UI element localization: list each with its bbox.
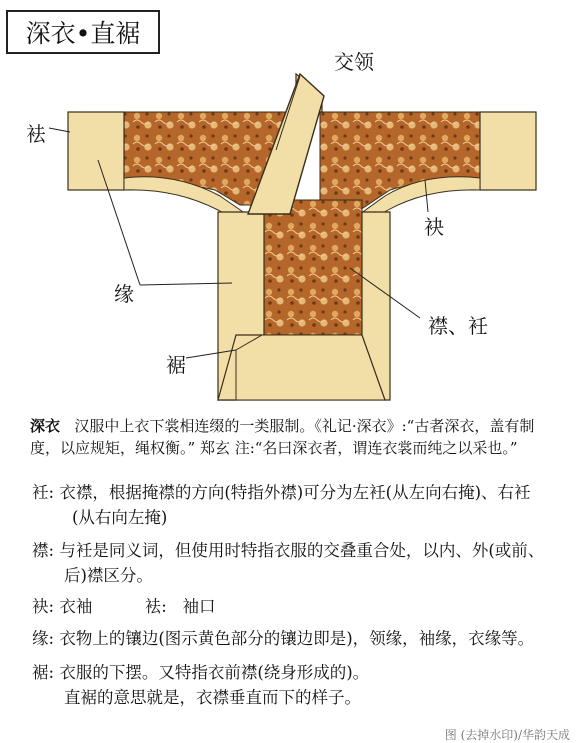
image-caption: 图 (去掉水印)/华韵天成 [444, 728, 570, 742]
label-jiaoling: 交领 [334, 50, 374, 74]
definition-text: 汉服中上衣下裳相连缀的一类服制。《礼记·深衣》:“古者深衣，盖有制度，以应规矩，绳权衡。” 郑玄 注:“名曰深衣者，谓连衣裳而纯之以采也。” [30, 417, 535, 457]
entry-line: 后)襟区分。 [64, 566, 153, 585]
definition-block [30, 415, 560, 459]
entry-line: 衣襟，根据掩襟的方向(特指外襟)可分为左衽(从左向右掩)、右衽 [59, 483, 531, 502]
label-qu: 袪 [26, 122, 46, 146]
entry-term: 裾: [32, 663, 55, 682]
entry-term: 襟: [32, 541, 55, 560]
entry-line: 衣袖 袪: 袖口 [59, 597, 216, 616]
definition-term: 深衣 [30, 417, 61, 435]
entry-jin [32, 538, 562, 588]
label-ju: 裾 [166, 353, 186, 377]
entry-line: (从右向左掩) [72, 508, 168, 527]
diagram-title: 深衣•直裾 [6, 10, 160, 54]
hem-inner [236, 335, 385, 400]
entry-term: 缘: [32, 629, 55, 648]
right-cuff [480, 112, 536, 190]
body-fabric [262, 200, 362, 335]
entry-line: 与衽是同义词，但使用时特指衣服的交叠重合处，以内、外(或前、 [59, 541, 545, 560]
left-cuff [68, 112, 124, 190]
entry-ren [32, 480, 562, 530]
entry-line: 直裾的意思就是，衣襟垂直而下的样子。 [64, 688, 361, 707]
entry-line: 衣物上的镶边(图示黄色部分的镶边即是)，领缘，袖缘，衣缘等。 [59, 629, 535, 648]
label-mei: 袂 [424, 215, 444, 239]
label-yuan: 缘 [114, 282, 134, 306]
entry-term: 袂: [32, 597, 55, 616]
entry-ju [32, 660, 562, 710]
label-jin-ren: 襟、衽 [428, 314, 488, 338]
entry-mei [32, 594, 562, 619]
entry-yuan [32, 626, 562, 651]
entry-term: 衽: [32, 483, 55, 502]
entry-line: 衣服的下摆。又特指衣前襟(绕身形成的)。 [59, 663, 370, 682]
